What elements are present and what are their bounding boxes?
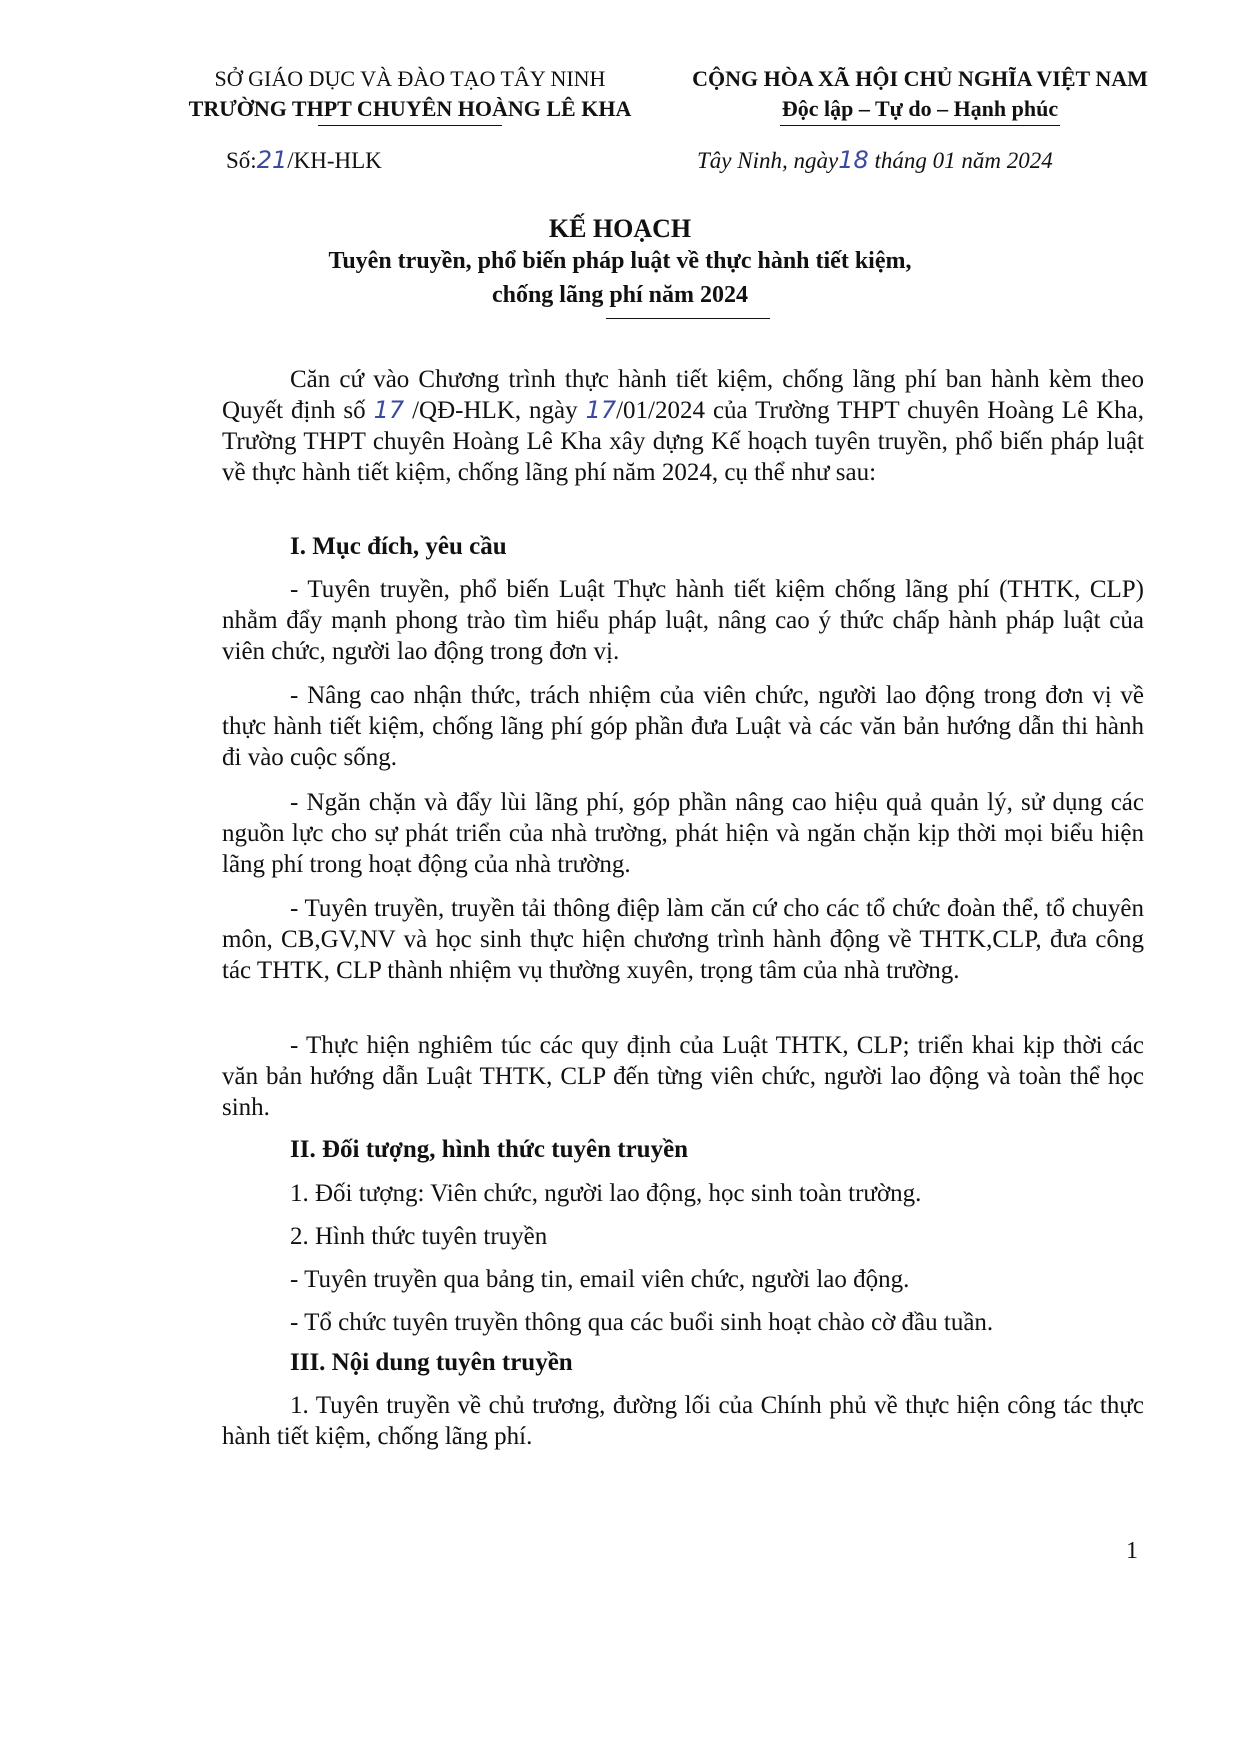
document-subtitle-line2: chống lãng phí năm 2024	[491, 282, 749, 308]
issuing-authority	[150, 64, 670, 124]
document-subtitle-line1: Tuyên truyền, phổ biến pháp luật về thực hành tiết kiệm,	[328, 248, 912, 274]
ref-prefix: Số:	[226, 148, 257, 173]
date-prefix: Tây Ninh, ngày	[697, 148, 839, 173]
national-motto	[670, 64, 1170, 124]
page-number: 1	[1126, 1538, 1138, 1564]
section-1-heading: I. Mục đích, yêu cầu	[290, 533, 507, 560]
section-1-item: - Tuyên truyền, truyền tải thông điệp làm căn cứ cho các tổ chức đoàn thể, tổ chuyên môn, CB,GV,NV và học sinh thực hiện chương trình hành động về THTK,CLP, đưa công tác THTK, CLP thành nhiệm vụ thường xuyên, trọng tâm của nhà trường.	[222, 895, 1144, 984]
decision-day-handwritten: 17	[585, 396, 617, 424]
section-2-heading: II. Đối tượng, hình thức tuyên truyền	[290, 1136, 689, 1163]
section-2-item: - Tổ chức tuyên truyền thông qua các buổi sinh hoạt chào cờ đầu tuần.	[290, 1309, 994, 1336]
decision-number-handwritten: 17	[373, 396, 405, 424]
header-left-underline	[318, 125, 502, 126]
department-name: SỞ GIÁO DỤC VÀ ĐÀO TẠO TÂY NINH	[214, 66, 606, 91]
document-number	[226, 146, 382, 174]
intro-paragraph	[222, 364, 1144, 488]
intro-text-2: /QĐ-HLK, ngày	[412, 397, 578, 424]
section-1-item: - Ngăn chặn và đẩy lùi lãng phí, góp phần nâng cao hiệu quả quản lý, sử dụng các nguồn lực cho sự phát triển của nhà trường, phát hiện và ngăn chặn kịp thời mọi biểu hiện lãng phí trong hoạt động của nhà trường.	[222, 789, 1144, 878]
section-1-item: - Tuyên truyền, phổ biến Luật Thực hành tiết kiệm chống lãng phí (THTK, CLP) nhằm đẩy mạnh phong trào tìm hiểu pháp luật, nâng cao ý thức chấp hành pháp luật của viên chức, người lao động trong đơn vị.	[222, 576, 1144, 665]
section-1-item: - Thực hiện nghiêm túc các quy định của Luật THTK, CLP; triển khai kịp thời các văn bản hướng dẫn Luật THTK, CLP đến từng viên chức, người lao động và toàn thể học sinh.	[222, 1032, 1144, 1121]
section-2-item: 2. Hình thức tuyên truyền	[290, 1223, 548, 1250]
ref-number-handwritten: 21	[256, 146, 288, 174]
school-name: TRƯỜNG THPT CHUYÊN HOÀNG LÊ KHA	[188, 96, 632, 121]
document-title: KẾ HOẠCH	[548, 214, 692, 243]
date-day-handwritten: 18	[838, 146, 869, 174]
country-name: CỘNG HÒA XÃ HỘI CHỦ NGHĨA VIỆT NAM	[692, 66, 1148, 91]
section-1-item: - Nâng cao nhận thức, trách nhiệm của viên chức, người lao động trong đơn vị về thực hành tiết kiệm, chống lãng phí góp phần đưa Luật và các văn bản hướng dẫn thi hành đi vào cuộc sống.	[222, 682, 1144, 771]
section-3-heading: III. Nội dung tuyên truyền	[290, 1349, 573, 1376]
title-underline	[606, 318, 770, 319]
intro-text-1: Căn cứ vào Chương trình thực hành tiết kiệm, chống lãng phí ban hành kèm theo Quyết định số	[222, 366, 1144, 424]
motto-line: Độc lập – Tự do – Hạnh phúc	[781, 96, 1059, 121]
ref-suffix: /KH-HLK	[287, 148, 382, 173]
section-3-item: 1. Tuyên truyền về chủ trương, đường lối của Chính phủ về thực hiện công tác thực hành tiết kiệm, chống lãng phí.	[222, 1392, 1144, 1450]
document-date	[697, 146, 1053, 174]
section-2-item: 1. Đối tượng: Viên chức, người lao động, học sinh toàn trường.	[290, 1180, 922, 1207]
intro-text-3: /01/2024 của Trường THPT chuyên Hoàng Lê Kha, Trường THPT chuyên Hoàng Lê Kha xây dựng Kế hoạch tuyên truyền, phổ biến pháp luật về thực hành tiết kiệm, chống lãng phí năm 2024, cụ thể như sau:	[222, 397, 1144, 486]
date-rest: tháng 01 năm 2024	[874, 148, 1053, 173]
header-right-underline	[780, 125, 1060, 126]
section-2-item: - Tuyên truyền qua bảng tin, email viên chức, người lao động.	[290, 1266, 910, 1293]
